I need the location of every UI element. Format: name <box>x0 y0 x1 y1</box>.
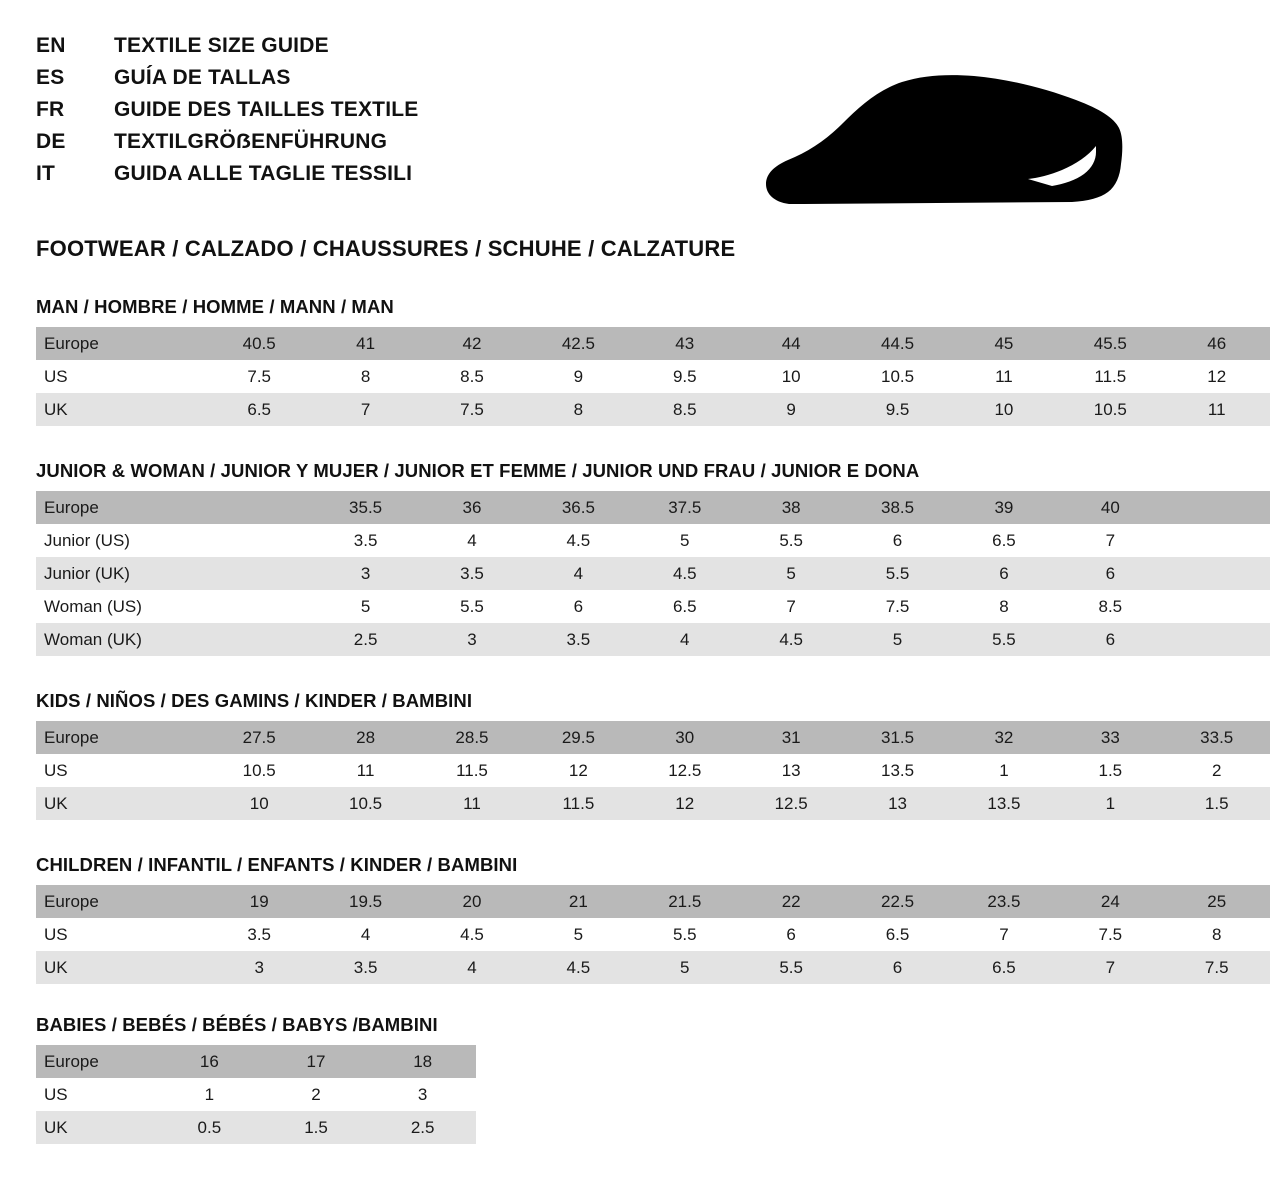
cell <box>1164 590 1270 623</box>
cell: 12 <box>1164 360 1270 393</box>
cell: 12.5 <box>632 754 738 787</box>
cell: 6.5 <box>844 918 950 951</box>
cell: 30 <box>632 721 738 754</box>
language-code: EN <box>36 34 66 57</box>
section-children <box>36 854 1229 984</box>
cell: 2.5 <box>369 1111 476 1144</box>
cell: 6 <box>738 918 844 951</box>
cell: 46 <box>1164 327 1270 360</box>
dress-shoe-icon <box>764 74 1124 204</box>
cell: 38.5 <box>844 491 950 524</box>
cell <box>1164 623 1270 656</box>
cell: 2 <box>1164 754 1270 787</box>
row-label: Woman (US) <box>36 590 206 623</box>
cell: 39 <box>951 491 1057 524</box>
cell: 45 <box>951 327 1057 360</box>
language-title: GUIDA ALLE TAGLIE TESSILI <box>114 162 413 185</box>
cell: 28.5 <box>419 721 525 754</box>
cell: 31.5 <box>844 721 950 754</box>
language-title: TEXTILGRÖẞENFÜHRUNG <box>114 130 388 153</box>
cell: 5.5 <box>738 524 844 557</box>
row-label: Europe <box>36 491 206 524</box>
row-label: US <box>36 754 206 787</box>
row-label: Junior (US) <box>36 524 206 557</box>
cell: 9.5 <box>632 360 738 393</box>
section-title: BABIES / BEBÉS / BÉBÉS / BABYS /BAMBINI <box>36 1014 438 1035</box>
cell: 11.5 <box>525 787 631 820</box>
cell <box>206 557 312 590</box>
cell: 1 <box>1057 787 1163 820</box>
section-kids <box>36 690 1234 820</box>
cell: 6 <box>844 951 950 984</box>
cell: 20 <box>419 885 525 918</box>
row-label: US <box>36 1078 156 1111</box>
cell: 9 <box>525 360 631 393</box>
language-code: ES <box>36 66 65 89</box>
row-label: Woman (UK) <box>36 623 206 656</box>
cell: 11 <box>1164 393 1270 426</box>
cell: 4.5 <box>738 623 844 656</box>
cell: 5 <box>525 918 631 951</box>
cell: 8 <box>312 360 418 393</box>
cell: 6.5 <box>632 590 738 623</box>
row-label: Europe <box>36 721 206 754</box>
cell: 3 <box>369 1078 476 1111</box>
cell: 8.5 <box>632 393 738 426</box>
cell: 7 <box>1057 951 1163 984</box>
size-table-man <box>36 327 1270 426</box>
cell: 11 <box>951 360 1057 393</box>
size-table-junior-woman <box>36 491 1270 656</box>
cell: 6.5 <box>951 524 1057 557</box>
cell: 28 <box>312 721 418 754</box>
cell: 10 <box>738 360 844 393</box>
cell: 17 <box>263 1045 370 1078</box>
cell: 21.5 <box>632 885 738 918</box>
cell: 8 <box>1164 918 1270 951</box>
cell: 44.5 <box>844 327 950 360</box>
cell: 11 <box>419 787 525 820</box>
cell: 8 <box>525 393 631 426</box>
size-table-babies <box>36 1045 476 1144</box>
cell: 11.5 <box>419 754 525 787</box>
cell: 6.5 <box>206 393 312 426</box>
cell: 22.5 <box>844 885 950 918</box>
language-title: GUÍA DE TALLAS <box>114 66 291 89</box>
cell: 11 <box>312 754 418 787</box>
cell: 5.5 <box>951 623 1057 656</box>
cell: 2 <box>263 1078 370 1111</box>
cell: 42 <box>419 327 525 360</box>
cell: 5.5 <box>738 951 844 984</box>
cell: 7 <box>738 590 844 623</box>
cell: 18 <box>369 1045 476 1078</box>
section-title: CHILDREN / INFANTIL / ENFANTS / KINDER / BAMBINI <box>36 854 518 875</box>
cell: 4 <box>525 557 631 590</box>
table-row <box>36 360 1270 393</box>
cell: 8.5 <box>419 360 525 393</box>
cell: 3 <box>206 951 312 984</box>
section-man <box>36 296 1227 426</box>
section-babies <box>36 1014 1164 1144</box>
cell: 7.5 <box>419 393 525 426</box>
cell: 5.5 <box>844 557 950 590</box>
cell: 13 <box>738 754 844 787</box>
table-row <box>36 524 1270 557</box>
cell: 1 <box>156 1078 263 1111</box>
row-label: Europe <box>36 327 206 360</box>
cell: 3 <box>419 623 525 656</box>
cell: 5.5 <box>419 590 525 623</box>
table-row <box>36 721 1270 754</box>
table-row <box>36 623 1270 656</box>
row-label: UK <box>36 951 206 984</box>
cell: 8 <box>951 590 1057 623</box>
section-junior-woman <box>36 460 1164 656</box>
cell: 7 <box>1057 524 1163 557</box>
cell: 10.5 <box>206 754 312 787</box>
row-label: UK <box>36 393 206 426</box>
table-row <box>36 590 1270 623</box>
cell: 10 <box>206 787 312 820</box>
table-row <box>36 557 1270 590</box>
row-label: Junior (UK) <box>36 557 206 590</box>
cell: 31 <box>738 721 844 754</box>
cell: 1.5 <box>263 1111 370 1144</box>
cell <box>206 524 312 557</box>
cell: 3.5 <box>312 524 418 557</box>
cell: 12 <box>525 754 631 787</box>
cell <box>1164 524 1270 557</box>
cell: 4.5 <box>525 951 631 984</box>
cell: 3.5 <box>525 623 631 656</box>
cell: 11.5 <box>1057 360 1163 393</box>
cell: 22 <box>738 885 844 918</box>
cell: 24 <box>1057 885 1163 918</box>
cell: 4 <box>419 951 525 984</box>
cell: 5 <box>738 557 844 590</box>
cell <box>206 491 312 524</box>
row-label: Europe <box>36 1045 156 1078</box>
table-row <box>36 1111 476 1144</box>
cell: 7.5 <box>206 360 312 393</box>
table-row <box>36 1078 476 1111</box>
cell: 13.5 <box>844 754 950 787</box>
row-label: US <box>36 360 206 393</box>
language-title: GUIDE DES TAILLES TEXTILE <box>114 98 419 121</box>
cell: 13.5 <box>951 787 1057 820</box>
cell: 27.5 <box>206 721 312 754</box>
cell <box>206 623 312 656</box>
cell: 1.5 <box>1164 787 1270 820</box>
cell <box>206 590 312 623</box>
section-title: JUNIOR & WOMAN / JUNIOR Y MUJER / JUNIOR ET FEMME / JUNIOR UND FRAU / JUNIOR E DONA <box>36 460 920 481</box>
cell: 32 <box>951 721 1057 754</box>
cell: 10 <box>951 393 1057 426</box>
cell: 0.5 <box>156 1111 263 1144</box>
language-row <box>36 34 1164 66</box>
cell: 25 <box>1164 885 1270 918</box>
cell <box>1164 491 1270 524</box>
cell: 5 <box>844 623 950 656</box>
cell: 8.5 <box>1057 590 1163 623</box>
cell: 12 <box>632 787 738 820</box>
section-title: KIDS / NIÑOS / DES GAMINS / KINDER / BAMBINI <box>36 690 473 711</box>
table-row <box>36 393 1270 426</box>
cell: 6 <box>525 590 631 623</box>
cell: 7.5 <box>1057 918 1163 951</box>
cell: 10.5 <box>312 787 418 820</box>
cell: 12.5 <box>738 787 844 820</box>
language-code: IT <box>36 162 56 185</box>
size-table-kids <box>36 721 1270 820</box>
cell: 45.5 <box>1057 327 1163 360</box>
cell: 16 <box>156 1045 263 1078</box>
cell: 29.5 <box>525 721 631 754</box>
cell: 7.5 <box>844 590 950 623</box>
cell: 1.5 <box>1057 754 1163 787</box>
cell: 38 <box>738 491 844 524</box>
section-title: MAN / HOMBRE / HOMME / MANN / MAN <box>36 296 394 317</box>
cell: 4.5 <box>632 557 738 590</box>
cell: 35.5 <box>312 491 418 524</box>
cell <box>1164 557 1270 590</box>
cell: 21 <box>525 885 631 918</box>
language-code: FR <box>36 98 65 121</box>
cell: 3.5 <box>206 918 312 951</box>
row-label: UK <box>36 1111 156 1144</box>
cell: 13 <box>844 787 950 820</box>
cell: 6 <box>1057 623 1163 656</box>
cell: 19.5 <box>312 885 418 918</box>
cell: 6 <box>1057 557 1163 590</box>
cell: 36.5 <box>525 491 631 524</box>
cell: 40.5 <box>206 327 312 360</box>
table-row <box>36 754 1270 787</box>
cell: 4 <box>419 524 525 557</box>
cell: 19 <box>206 885 312 918</box>
size-table-children <box>36 885 1270 984</box>
cell: 5 <box>312 590 418 623</box>
cell: 9 <box>738 393 844 426</box>
table-row <box>36 491 1270 524</box>
cell: 7 <box>312 393 418 426</box>
table-row <box>36 787 1270 820</box>
cell: 5.5 <box>632 918 738 951</box>
cell: 10.5 <box>844 360 950 393</box>
cell: 6 <box>951 557 1057 590</box>
cell: 4 <box>632 623 738 656</box>
cell: 40 <box>1057 491 1163 524</box>
footwear-category-title: FOOTWEAR / CALZADO / CHAUSSURES / SCHUHE / CALZATURE <box>36 236 736 261</box>
cell: 7.5 <box>1164 951 1270 984</box>
table-row <box>36 951 1270 984</box>
cell: 33.5 <box>1164 721 1270 754</box>
cell: 33 <box>1057 721 1163 754</box>
cell: 23.5 <box>951 885 1057 918</box>
row-label: US <box>36 918 206 951</box>
cell: 44 <box>738 327 844 360</box>
page-header <box>36 34 1164 204</box>
table-row <box>36 327 1270 360</box>
cell: 36 <box>419 491 525 524</box>
cell: 2.5 <box>312 623 418 656</box>
cell: 4.5 <box>525 524 631 557</box>
cell: 4 <box>312 918 418 951</box>
cell: 42.5 <box>525 327 631 360</box>
row-label: Europe <box>36 885 206 918</box>
cell: 37.5 <box>632 491 738 524</box>
language-code: DE <box>36 130 66 153</box>
cell: 1 <box>951 754 1057 787</box>
table-row <box>36 918 1270 951</box>
table-row <box>36 885 1270 918</box>
cell: 3.5 <box>419 557 525 590</box>
cell: 3.5 <box>312 951 418 984</box>
cell: 7 <box>951 918 1057 951</box>
cell: 41 <box>312 327 418 360</box>
cell: 6.5 <box>951 951 1057 984</box>
cell: 9.5 <box>844 393 950 426</box>
cell: 3 <box>312 557 418 590</box>
row-label: UK <box>36 787 206 820</box>
table-row <box>36 1045 476 1078</box>
cell: 5 <box>632 524 738 557</box>
language-title: TEXTILE SIZE GUIDE <box>114 34 329 57</box>
cell: 10.5 <box>1057 393 1163 426</box>
cell: 6 <box>844 524 950 557</box>
cell: 43 <box>632 327 738 360</box>
cell: 4.5 <box>419 918 525 951</box>
cell: 5 <box>632 951 738 984</box>
